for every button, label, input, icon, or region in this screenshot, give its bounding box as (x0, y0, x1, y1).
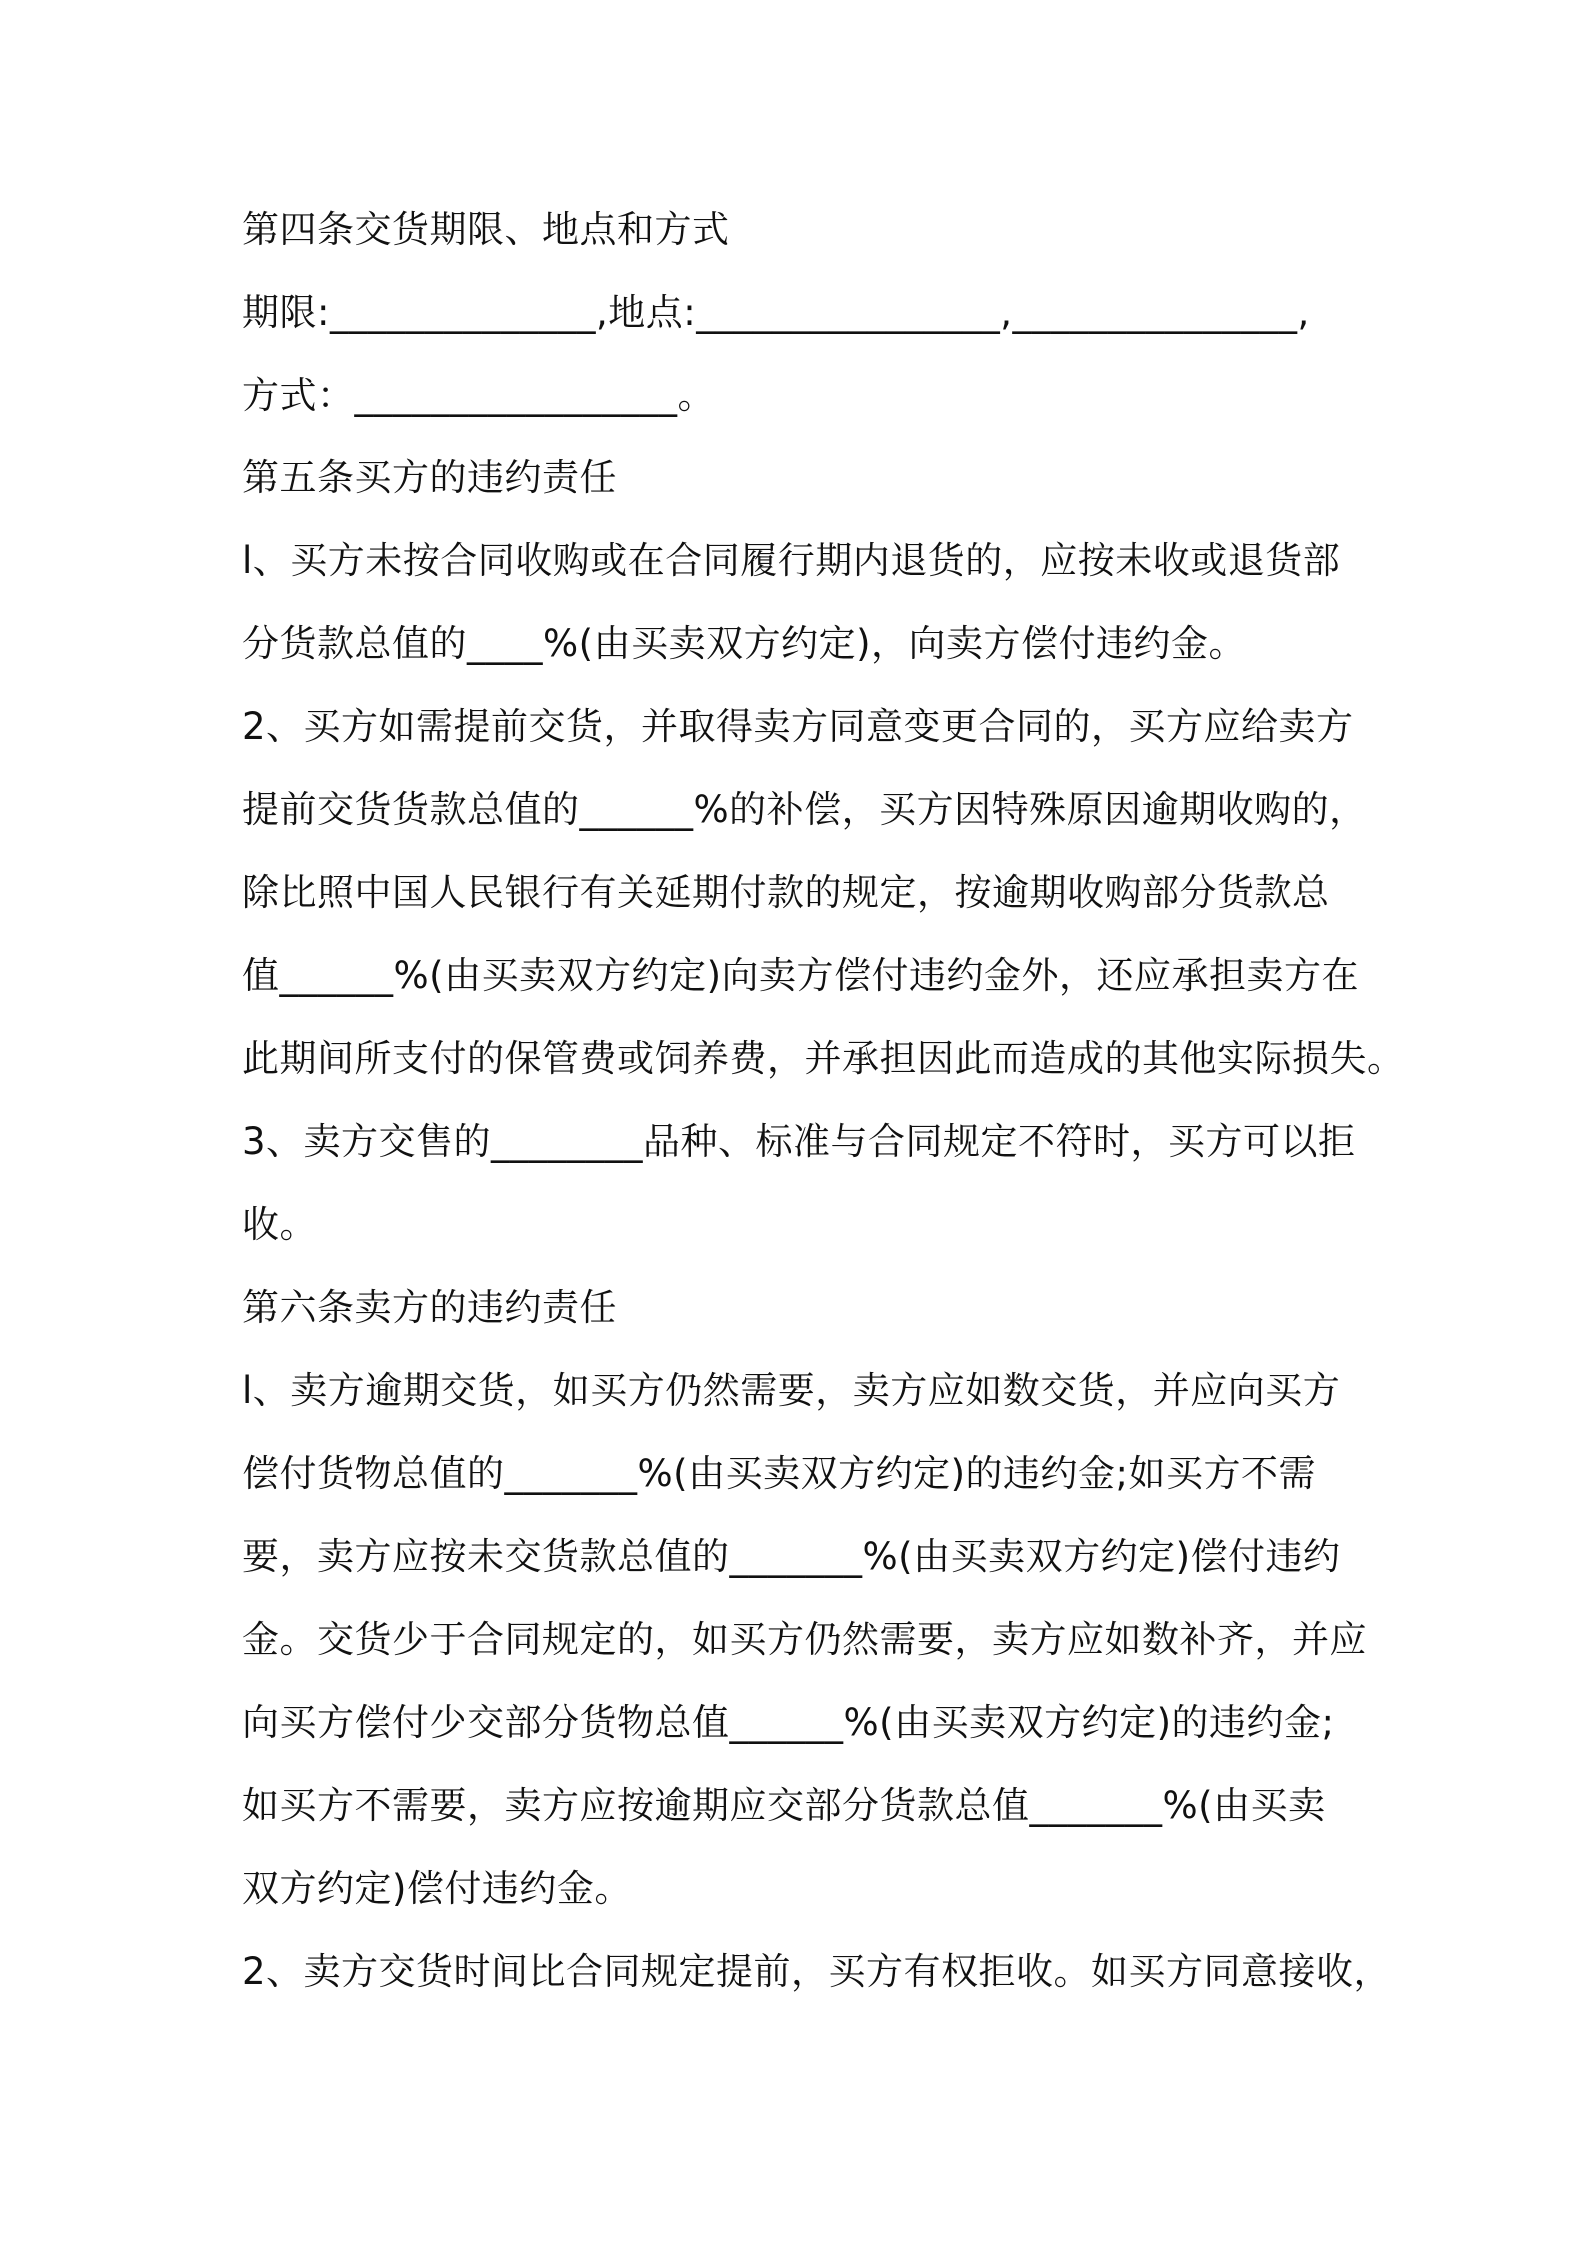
heading-article-4: 第四条交货期限、地点和方式 (242, 208, 730, 251)
paragraph-line: 3、卖方交售的________品种、标准与合同规定不符时，买方可以拒 (242, 1120, 1356, 1163)
heading-article-5: 第五条买方的违约责任 (242, 456, 617, 499)
paragraph-line: 偿付货物总值的_______%(由买卖双方约定)的违约金;如买方不需 (242, 1452, 1316, 1495)
paragraph-line: l、卖方逾期交货，如买方仍然需要，卖方应如数交货，并应向买方 (242, 1369, 1341, 1412)
paragraph-line: 要，卖方应按未交货款总值的_______%(由买卖双方约定)偿付违约 (242, 1535, 1341, 1578)
paragraph-line: 向买方偿付少交部分货物总值______%(由买卖双方约定)的违约金; (242, 1701, 1335, 1744)
paragraph-line: 此期间所支付的保管费或饲养费，并承担因此而造成的其他实际损失。 (242, 1037, 1405, 1080)
heading-article-6: 第六条卖方的违约责任 (242, 1286, 617, 1329)
paragraph-line: 期限:______________,地点:________________,_______________, (242, 291, 1310, 334)
paragraph-line: 方式：_________________。 (242, 374, 715, 417)
paragraph-line: 金。交货少于合同规定的，如买方仍然需要，卖方应如数补齐，并应 (242, 1618, 1367, 1661)
paragraph-line: 2、卖方交货时间比合同规定提前，买方有权拒收。如买方同意接收， (242, 1950, 1392, 1993)
paragraph-line: 值______%(由买卖双方约定)向卖方偿付违约金外，还应承担卖方在 (242, 954, 1360, 997)
paragraph-line: l、买方未按合同收购或在合同履行期内退货的，应按未收或退货部 (242, 539, 1341, 582)
paragraph-line: 双方约定)偿付违约金。 (242, 1867, 632, 1910)
paragraph-line: 除比照中国人民银行有关延期付款的规定，按逾期收购部分货款总 (242, 871, 1330, 914)
paragraph-line: 2、买方如需提前交货，并取得卖方同意变更合同的，买方应给卖方 (242, 705, 1354, 748)
paragraph-line: 提前交货货款总值的______%的补偿，买方因特殊原因逾期收购的， (242, 788, 1367, 831)
paragraph-line: 分货款总值的____%(由买卖双方约定)，向卖方偿付违约金。 (242, 622, 1247, 665)
paragraph-line: 如买方不需要，卖方应按逾期应交部分货款总值_______%(由买卖 (242, 1784, 1326, 1827)
paragraph-line: 收。 (242, 1203, 317, 1246)
